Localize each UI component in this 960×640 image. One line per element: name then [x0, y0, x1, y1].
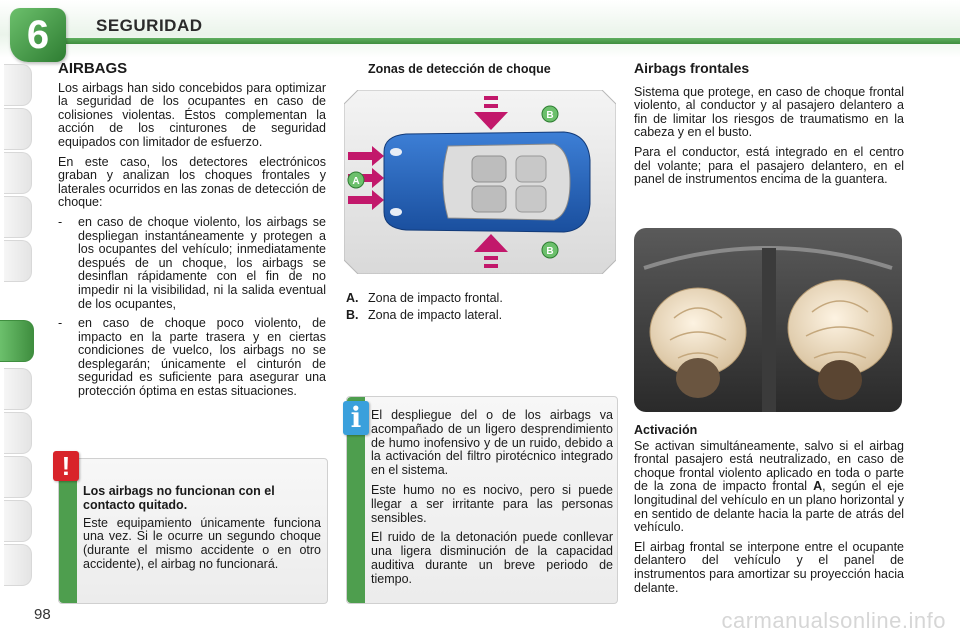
center-pillar — [762, 248, 776, 412]
car-seat-rear-right — [516, 186, 546, 212]
side-tab-3[interactable] — [4, 152, 32, 194]
legend-key: A. — [346, 291, 359, 305]
crash-zone-diagram — [344, 90, 616, 274]
side-tab-9[interactable] — [4, 456, 32, 498]
side-tab-1[interactable] — [4, 64, 32, 106]
header-bar — [60, 38, 960, 44]
passenger-head — [818, 360, 862, 400]
activation-column — [634, 424, 904, 601]
airbags-heading: AIRBAGS — [58, 60, 128, 77]
legend-row-b — [346, 307, 616, 324]
bullet-text: en caso de choque violento, los airbags se despliegan instantáneamente y protegen a los ocupantes del vehículo; inmediatamente después de un choque, los airbags se desinflan rápidamente con el fin de no impedir ni la visibilidad, ni la salida eventual de los ocupantes, — [78, 214, 326, 311]
legend-text: Zona de impacto frontal. — [368, 291, 503, 305]
frontal-airbags-heading: Airbags frontales — [634, 60, 750, 76]
car-seat-front-left — [472, 156, 506, 182]
frontal-airbags-paragraph-2: Para el conductor, está integrado en el centro del volante; para el pasajero delantero, en el panel de instrumentos encima de la guantera. — [634, 144, 904, 187]
driver-head — [676, 358, 720, 398]
legend-text: Zona de impacto lateral. — [368, 308, 503, 322]
activation-paragraph-2: El airbag frontal se interpone entre el ocupante delantero del vehículo y el panel de instrumentos para amortizar su proyección hacia delante. — [634, 539, 904, 595]
warning-text — [83, 485, 321, 572]
marker-b-bottom-label: B — [546, 246, 554, 257]
frontal-airbags-column — [634, 62, 904, 193]
car-cockpit — [443, 144, 570, 220]
bullet-text: en caso de choque poco violento, de impacto en la parte trasera y en ciertas condiciones de vuelco, los airbags no se desplegarán; únicamente el cinturón de seguridad es suficiente para asegurar una protección óptima en estas situaciones. — [78, 316, 326, 399]
bullet-violent-crash — [58, 216, 326, 311]
diagram-title: Zonas de detección de choque — [368, 62, 551, 76]
activation-zone-key: A — [813, 479, 823, 494]
warning-exclamation-icon: ! — [53, 451, 79, 481]
car-headlight — [390, 148, 402, 156]
info-paragraph-2: Este humo no es nocivo, pero si puede llegar a ser irritante para las personas sensibles. — [371, 482, 613, 525]
warning-box — [58, 451, 328, 604]
warning-body: Este equipamiento únicamente funciona una vez. Si le ocurre un segundo choque (durante el mismo accidente o en otro accidente), el airbag no funcionará. — [83, 515, 321, 571]
info-icon: i — [343, 401, 369, 435]
side-tab-11[interactable] — [4, 544, 32, 586]
car-seat-rear-left — [516, 156, 546, 182]
deployed-airbags-photo — [634, 228, 902, 412]
diagram-legend — [346, 290, 616, 324]
detectors-paragraph: En este caso, los detectores electrónicos graban y analizan los choques frontales y laterales ocurridos en las zonas de detección de choque: — [58, 154, 326, 210]
airbags-intro-paragraph: Los airbags han sido concebidos para optimizar la seguridad de los ocupantes en caso de colisiones violentas. Éstos complementan la acción de los cinturones de seguridad equipados con limitador de esfuerzo. — [58, 80, 326, 149]
legend-key: B. — [346, 308, 359, 322]
side-tab-10[interactable] — [4, 500, 32, 542]
activation-text-a: Se activan simultáneamente, salvo si el airbag frontal pasajero está neutralizado, en caso de choque frontal violento aplicado en toda o parte de la zona de impacto frontal — [634, 438, 904, 494]
frontal-airbags-paragraph-1: Sistema que protege, en caso de choque frontal violento, al conductor y al pasajero delantero a fin de limitar los riesgos de traumatismo en la cabeza y en el busto. — [634, 84, 904, 140]
legend-row-a — [346, 290, 616, 307]
airbags-intro-column — [58, 62, 326, 405]
chapter-number-tab: 6 — [10, 8, 66, 62]
info-text — [371, 409, 613, 593]
page-number: 98 — [34, 606, 51, 623]
warning-title: Los airbags no funcionan con el contacto quitado. — [83, 484, 275, 512]
chapter-title: SEGURIDAD — [96, 16, 203, 35]
side-tab-2[interactable] — [4, 108, 32, 150]
side-tab-7[interactable] — [4, 368, 32, 410]
car-seat-front-right — [472, 186, 506, 212]
side-tab-8[interactable] — [4, 412, 32, 454]
info-box — [346, 396, 618, 604]
info-paragraph-3: El ruido de la detonación puede conllevar una ligera disminución de la capacidad auditiva durante un breve periodo de tiempo. — [371, 530, 613, 586]
watermark: carmanualsonline.info — [721, 608, 946, 633]
side-tab-5[interactable] — [4, 240, 32, 282]
bullet-dash: - — [58, 214, 63, 229]
car-headlight — [390, 208, 402, 216]
bullet-dash: - — [58, 316, 63, 331]
bullet-minor-crash — [58, 317, 326, 399]
info-paragraph-1: El despliegue del o de los airbags va acompañado de un ligero desprendimiento de humo inofensivo y de un ruido, debido a la activación del filtro pirotécnico integrado en el sistema. — [371, 408, 613, 478]
activation-text-b: , según el eje longitudinal del vehículo en un plano horizontal y en sentido de delante hacia la parte de atrás del vehículo. — [634, 479, 904, 535]
side-tab-4[interactable] — [4, 196, 32, 238]
activation-paragraph-1 — [634, 440, 904, 535]
marker-b-top-label: B — [546, 110, 554, 121]
marker-a-label: A — [352, 176, 360, 187]
side-tab-6-active[interactable] — [0, 320, 34, 362]
activation-heading: Activación — [634, 423, 698, 437]
